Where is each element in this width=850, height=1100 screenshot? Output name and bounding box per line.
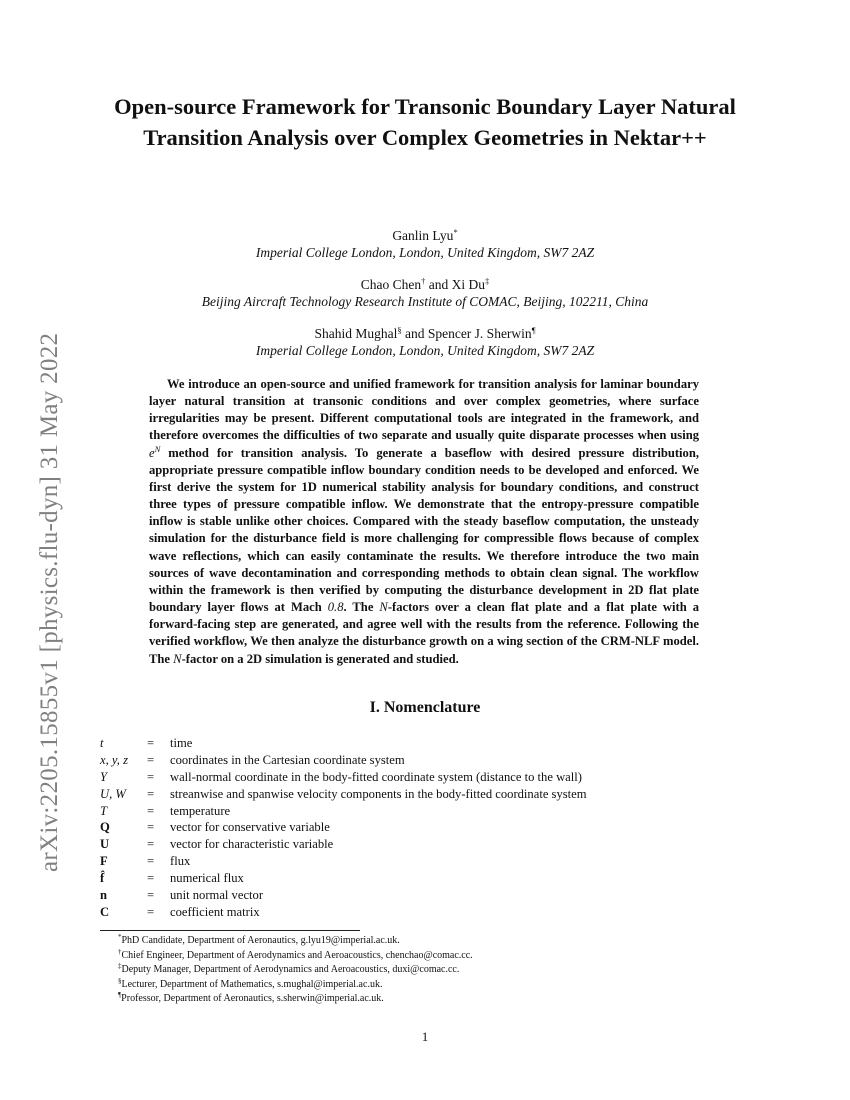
nomenclature-row bbox=[100, 786, 760, 803]
author-name: Spencer J. Sherwin bbox=[427, 326, 532, 341]
nomenclature-row bbox=[100, 853, 760, 870]
footnotes bbox=[118, 934, 758, 1007]
N-symbol: N bbox=[379, 600, 388, 615]
paper-title: Open-source Framework for Transonic Boundary Layer Natural Transition Analysis over Complex Geometries in Nektar++ bbox=[114, 94, 736, 150]
nomenclature-symbol: U bbox=[100, 837, 110, 852]
nomenclature-symbol: Y bbox=[100, 769, 108, 784]
nomenclature-equals: = bbox=[147, 786, 155, 801]
author-footnote-mark: ‡ bbox=[485, 276, 490, 286]
author-line-2 bbox=[100, 276, 750, 293]
footnote-mark: § bbox=[118, 976, 122, 985]
author-name: Ganlin Lyu bbox=[392, 228, 454, 243]
nomenclature-symbol: f̂ bbox=[100, 871, 105, 886]
footnote-mark: ‡ bbox=[118, 962, 122, 971]
nomenclature-equals: = bbox=[147, 820, 155, 835]
nomenclature-definition: numerical flux bbox=[170, 871, 244, 886]
footnote-mark: † bbox=[118, 947, 122, 956]
nomenclature-symbol: T bbox=[100, 803, 108, 818]
page-number: 1 bbox=[421, 1030, 429, 1044]
author-line-3 bbox=[100, 325, 750, 342]
footnote bbox=[118, 963, 758, 978]
nomenclature-row bbox=[100, 735, 760, 752]
nomenclature-row bbox=[100, 819, 760, 836]
nomenclature-equals: = bbox=[147, 803, 155, 818]
nomenclature-list bbox=[100, 735, 760, 921]
footnote bbox=[118, 992, 758, 1007]
nomenclature-row bbox=[100, 769, 760, 786]
nomenclature-equals: = bbox=[147, 736, 155, 750]
nomenclature-symbol: U, W bbox=[100, 786, 126, 801]
author-line-1 bbox=[100, 227, 750, 244]
author-name: Chao Chen bbox=[360, 277, 422, 292]
nomenclature-definition: vector for characteristic variable bbox=[170, 837, 334, 852]
nomenclature-symbol: C bbox=[100, 904, 110, 919]
nomenclature-equals: = bbox=[147, 904, 155, 919]
nomenclature-row bbox=[100, 836, 760, 853]
nomenclature-equals: = bbox=[147, 871, 155, 886]
nomenclature-symbol: Q bbox=[100, 820, 110, 835]
nomenclature-equals: = bbox=[147, 854, 155, 869]
footnote-mark: ¶ bbox=[118, 991, 122, 1000]
arxiv-identifier-stamp: arXiv:2205.15855v1 [physics.flu-dyn] 31 May 2022 bbox=[36, 332, 63, 872]
nomenclature-symbol: n bbox=[100, 888, 108, 903]
nomenclature-definition: vector for conservative variable bbox=[170, 820, 330, 835]
nomenclature-row bbox=[100, 887, 760, 904]
nomenclature-definition: flux bbox=[170, 854, 191, 869]
author-conjunction: and bbox=[428, 277, 449, 292]
nomenclature-row bbox=[100, 870, 760, 887]
author-footnote-mark: * bbox=[453, 227, 458, 237]
section-heading-nomenclature: I. Nomenclature bbox=[369, 699, 481, 716]
footnote-text: Lecturer, Department of Mathematics, s.mughal@imperial.ac.uk. bbox=[121, 978, 383, 990]
author-footnote-mark: § bbox=[397, 325, 402, 335]
mach-number: 0.8 bbox=[327, 600, 344, 615]
nomenclature-symbol: t bbox=[100, 736, 104, 750]
author-conjunction: and bbox=[404, 326, 425, 341]
nomenclature-symbol: x, y, z bbox=[100, 752, 128, 767]
nomenclature-definition: coefficient matrix bbox=[170, 904, 260, 919]
author-footnote-mark: ¶ bbox=[531, 325, 536, 335]
nomenclature-row bbox=[100, 752, 760, 769]
nomenclature-definition: wall-normal coordinate in the body-fitted coordinate system (distance to the wall) bbox=[170, 769, 582, 784]
nomenclature-definition: unit normal vector bbox=[170, 888, 264, 903]
footnote-separator bbox=[100, 930, 360, 931]
nomenclature-definition: streanwise and spanwise velocity components in the body-fitted coordinate system bbox=[170, 786, 587, 801]
author-footnote-mark: † bbox=[421, 276, 426, 286]
footnote-text: PhD Candidate, Department of Aeronautics, g.lyu19@imperial.ac.uk. bbox=[121, 935, 400, 946]
footnote-mark: * bbox=[118, 933, 122, 941]
footnote bbox=[118, 978, 758, 993]
nomenclature-definition: time bbox=[170, 736, 193, 750]
nomenclature-equals: = bbox=[147, 769, 155, 784]
author-affiliation-2: Beijing Aircraft Technology Research Institute of COMAC, Beijing, 102211, China bbox=[201, 294, 649, 309]
nomenclature-symbol: F bbox=[100, 854, 108, 869]
nomenclature-definition: coordinates in the Cartesian coordinate system bbox=[170, 752, 405, 767]
eN-symbol: $e^N$ bbox=[149, 443, 161, 460]
abstract: We introduce an open-source and unified framework for transition analysis for laminar boundary layer natural transition at transonic conditions and over complex geometries, where surface irregularities may be present. Different computational tools are integrated in the framework, and therefore overcomes the difficulties of two separate and usually quite disparate processes when using $e^N$ method for transition analysis. To generate a baseflow with desired pressure distribution, appropriate pressure compatible inflow boundary condition needs to be developed and enforced. We first derive the system for 1D numerical stability analysis for boundary conditions, and construct three types of pressure compatible inflow. We demonstrate that the entropy-pressure compatible inflow is stable unlike other choices. Compared with the steady baseflow computation, the unsteady simulation for the disturbance field is more challenging for compressible flows because of complex wave reflections, which can easily contaminate the results. We therefore introduce the two main sources of wave decontamination and corresponding methods to obtain clean signal. The workflow within the framework is then verified by computing the disturbance development in 2D flat plate boundary layer flows at Mach 0.8. The N-factors over a clean flat plate and a flat plate with a forward-facing step are generated, and agree well with the results from the reference. Following the verified workflow, We then analyze the disturbance growth on a wing section of the CRM-NLF model. The N-factor on a 2D simulation is generated and studied. bbox=[149, 377, 699, 666]
nomenclature-row bbox=[100, 904, 760, 921]
nomenclature-definition: temperature bbox=[170, 803, 231, 818]
author-affiliation-3: Imperial College London, London, United Kingdom, SW7 2AZ bbox=[255, 343, 595, 358]
nomenclature-row bbox=[100, 803, 760, 820]
author-name: Shahid Mughal bbox=[314, 326, 398, 341]
footnote-text: Professor, Department of Aeronautics, s.sherwin@imperial.ac.uk. bbox=[121, 993, 384, 1005]
author-affiliation-1: Imperial College London, London, United Kingdom, SW7 2AZ bbox=[255, 245, 595, 260]
footnote-text: Deputy Manager, Department of Aerodynamics and Aeroacoustics, duxi@comac.cc. bbox=[121, 964, 460, 976]
nomenclature-equals: = bbox=[147, 752, 155, 767]
nomenclature-equals: = bbox=[147, 888, 155, 903]
footnote bbox=[118, 949, 758, 964]
nomenclature-equals: = bbox=[147, 837, 155, 852]
author-name: Xi Du bbox=[451, 277, 485, 292]
footnote bbox=[118, 934, 758, 949]
footnote-text: Chief Engineer, Department of Aerodynamics and Aeroacoustics, chenchao@comac.cc. bbox=[121, 949, 473, 961]
N-symbol: N bbox=[173, 651, 182, 666]
